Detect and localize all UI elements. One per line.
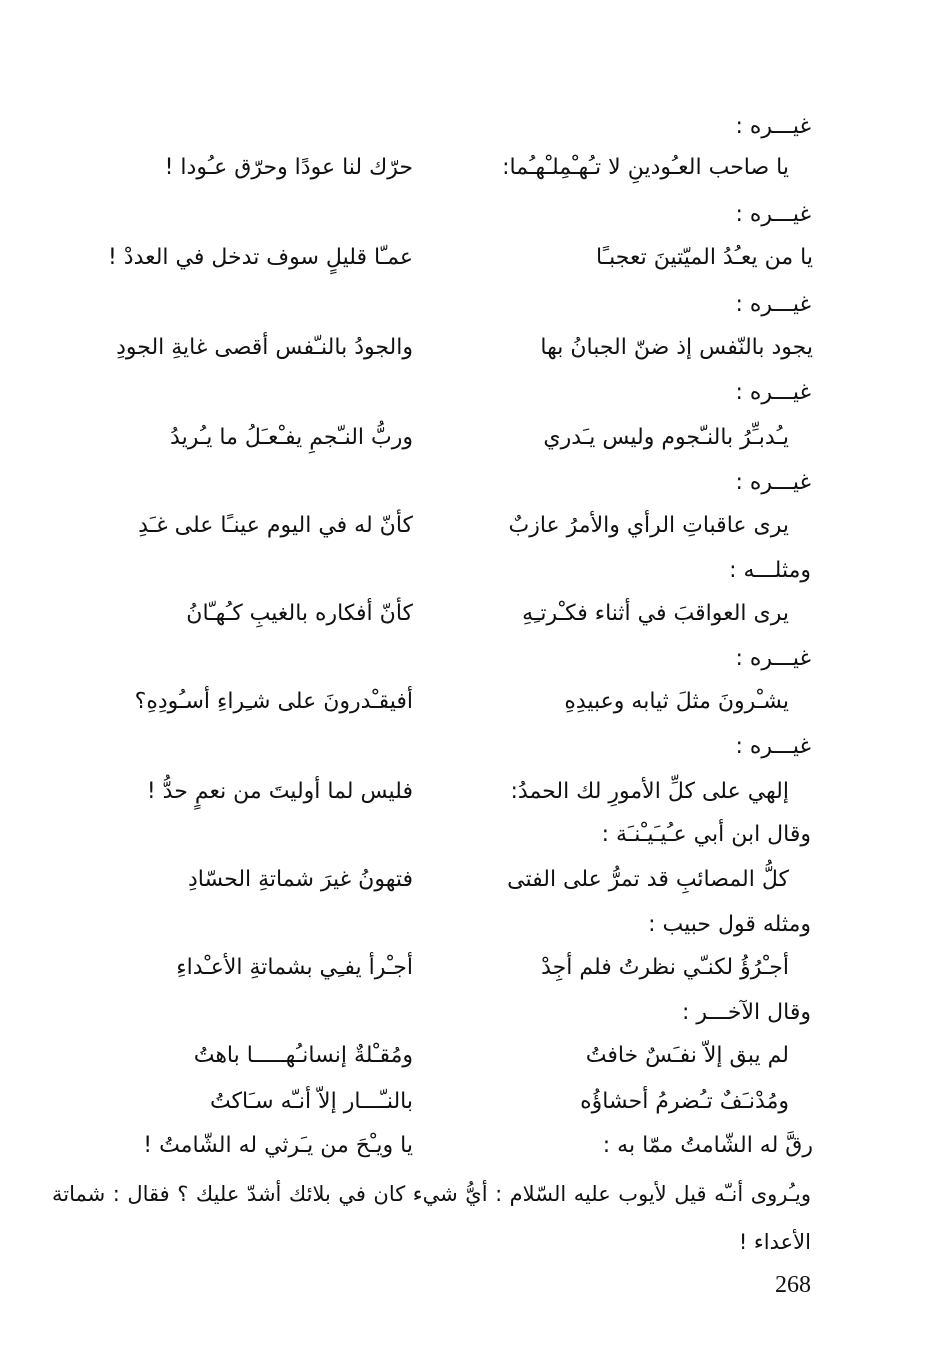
first-hemistich: يرى العواقبَ في أثناء فكـْرتـِهِ — [522, 601, 789, 626]
verse-line — [40, 596, 813, 632]
page-number: 268 — [775, 1272, 811, 1298]
verse-line — [40, 950, 813, 986]
first-hemistich: يشـْرونَ مثلَ ثيابه وعبيدِهِ — [564, 689, 789, 714]
closing-paragraph: ويـُروى أنـّه قيل لأيوب عليه السّلام : أيُّ شيء كان في بلائك أشدّ عليك ؟ فقال : شماتة الأعداء ! — [52, 1182, 811, 1254]
first-hemistich: يجود بالنّفس إذ ضنّ الجبانُ بها — [540, 335, 813, 360]
section-label: غيـــره : — [735, 292, 811, 317]
first-hemistich: كلُّ المصائبِ قد تمرُّ على الفتى — [507, 867, 789, 892]
first-hemistich: ومُدْنـَفٌ تـُضرمُ أحشاؤُه — [580, 1089, 789, 1114]
second-hemistich: بالنـّـــار إلاّ أنـّه سـَاكتُ — [209, 1089, 413, 1114]
second-hemistich: فتهونُ غيرَ شماتةِ الحسّادِ — [188, 867, 413, 892]
first-hemistich: يا من يعـُدُ الميّتينَ تعجبـًا — [596, 245, 813, 270]
first-hemistich: يا صاحب العـُودينِ لا تـُهـْمِلـْهـُما: — [502, 155, 789, 180]
verse-line — [40, 330, 813, 366]
verse-line — [40, 1128, 813, 1164]
first-hemistich: أجـْرُؤُ لكنـّي نظرتُ فلم أجِدْ — [541, 955, 789, 980]
second-hemistich: كأنّ أفكاره بالغيبِ كـُهـّانُ — [186, 601, 413, 626]
verse-line — [40, 150, 813, 186]
first-hemistich: يـُدبـِّرُ بالنـّجوم وليس يـَدري — [543, 425, 789, 450]
second-hemistich: يا ويـْحَ من يـَرثي له الشّامتُ ! — [143, 1133, 413, 1158]
first-hemistich: لم يبق إلاّ نفـَسٌ خافتُ — [585, 1043, 789, 1068]
second-hemistich: أفيقـْدرونَ على شـِراءِ أسـُودِهِ؟ — [134, 689, 413, 714]
section-label: غيـــره : — [735, 646, 811, 671]
section-label: غيـــره : — [735, 202, 811, 227]
second-hemistich: فليس لما أوليتَ من نعمٍ حدُّ ! — [146, 779, 413, 804]
first-hemistich: إلهي على كلِّ الأمورِ لك الحمدُ: — [510, 779, 789, 804]
verse-line — [40, 508, 813, 544]
second-hemistich: حرّك لنا عودًا وحرّق عـُودا ! — [164, 155, 413, 180]
section-label: ومثلـــه : — [729, 558, 811, 583]
second-hemistich: والجودُ بالنـّفس أقصى غايةِ الجودِ — [116, 335, 413, 360]
section-label: ومثله قول حبيب : — [648, 912, 811, 937]
verse-line — [40, 1084, 813, 1120]
verse-line — [40, 240, 813, 276]
section-label: غيـــره : — [735, 380, 811, 405]
second-hemistich: ومُقـْلةٌ إنسانـُهـــــا باهتُ — [193, 1043, 413, 1068]
first-hemistich: يرى عاقباتِ الرأي والأمرُ عازبٌ — [508, 513, 789, 538]
verse-line — [40, 774, 813, 810]
verse-line — [40, 684, 813, 720]
verse-line — [40, 862, 813, 898]
section-label: غيـــره : — [735, 734, 811, 759]
section-label: غيـــره : — [735, 470, 811, 495]
second-hemistich: وربُّ النـّجمِ يفـْعـَلُ ما يـُريدُ — [170, 425, 413, 450]
second-hemistich: عمـّا قليلٍ سوف تدخل في العددْ ! — [107, 245, 413, 270]
section-label: وقال الآخـــر : — [682, 1000, 811, 1025]
section-label: غيـــره : — [735, 114, 811, 139]
section-label: وقال ابن أبي عـُيـَيـْنـَة : — [601, 822, 811, 847]
verse-line — [40, 420, 813, 456]
verse-line — [40, 1038, 813, 1074]
first-hemistich: رقَّ له الشّامتُ ممّا به : — [602, 1133, 813, 1158]
second-hemistich: كأنّ له في اليوم عينـًا على غـَدِ — [138, 513, 413, 538]
second-hemistich: أجـْرأ يفـِي بشماتةِ الأعـْداءِ — [176, 955, 413, 980]
